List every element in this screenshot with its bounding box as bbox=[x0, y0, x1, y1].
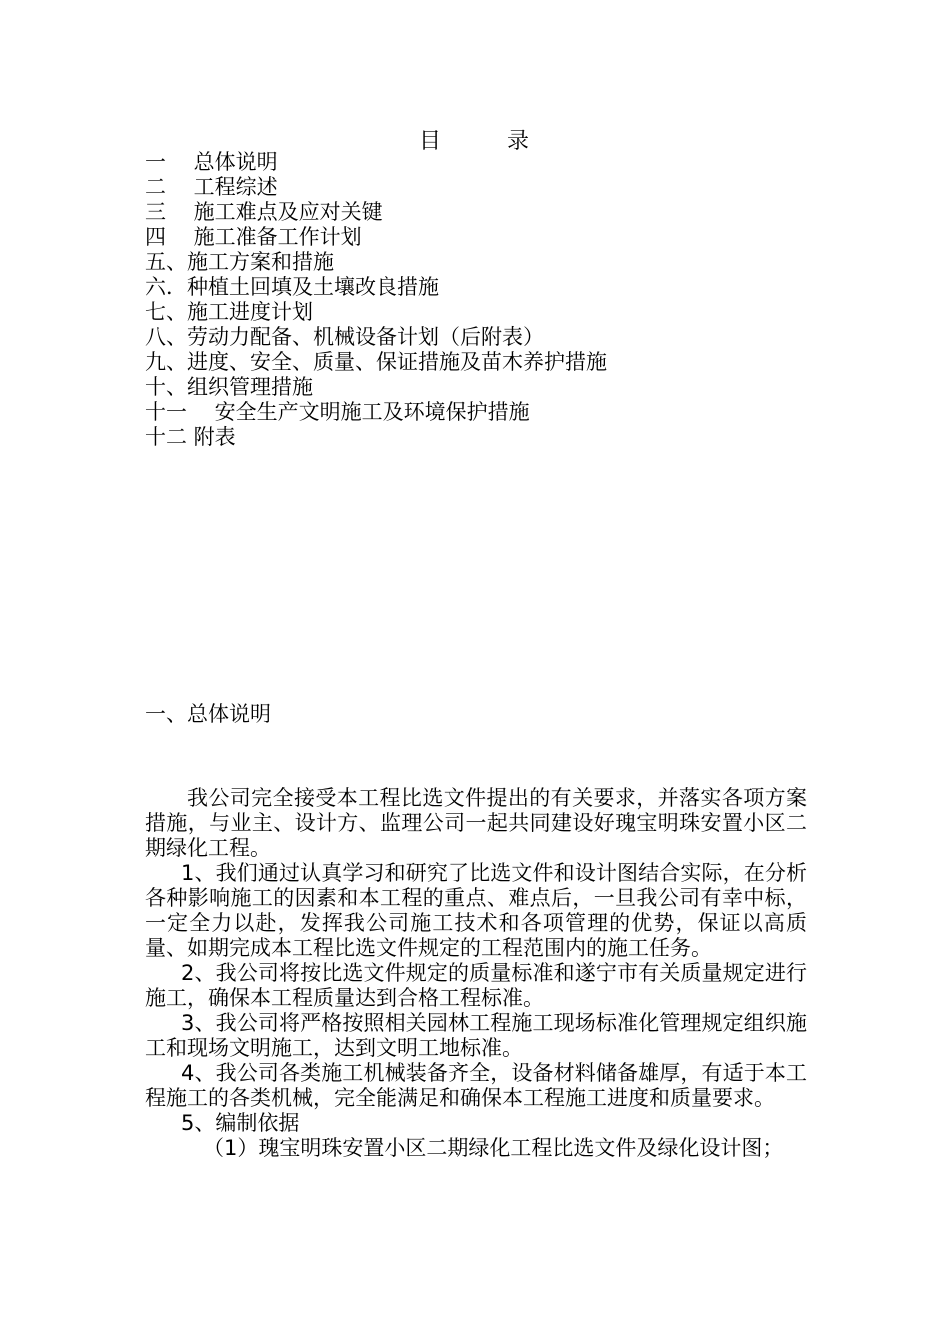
toc-item: 一 总体说明 bbox=[145, 150, 278, 174]
toc-title-right: 录 bbox=[507, 129, 532, 154]
toc-item: 二 工程综述 bbox=[145, 175, 278, 199]
paragraph-5: 5、编制依据 bbox=[181, 1111, 300, 1135]
table-of-contents bbox=[145, 150, 805, 450]
paragraph-2: 2、我公司将按比选文件规定的质量标准和遂宁市有关质量规定进行施工，确保本工程质量达到合格工程标准。 bbox=[145, 961, 807, 1010]
toc-item: 七、施工进度计划 bbox=[145, 300, 313, 324]
toc-item: 六．种植土回填及土壤改良措施 bbox=[145, 275, 439, 299]
paragraph-4: 4、我公司各类施工机械装备齐全，设备材料储备雄厚，有适于本工程施工的各类机械，完全能满足和确保本工程施工进度和质量要求。 bbox=[145, 1061, 807, 1110]
toc-item: 十、组织管理措施 bbox=[145, 375, 313, 399]
toc-item: 四 施工准备工作计划 bbox=[145, 225, 362, 249]
toc-item: 九、进度、安全、质量、保证措施及苗木养护措施 bbox=[145, 350, 607, 374]
toc-title-left: 目 bbox=[418, 129, 443, 154]
toc-item: 三 施工难点及应对关键 bbox=[145, 200, 383, 224]
basis-item-1: （1）瑰宝明珠安置小区二期绿化工程比选文件及绿化设计图； bbox=[203, 1136, 784, 1160]
toc-item: 十二 附表 bbox=[145, 425, 236, 449]
intro-paragraph: 我公司完全接受本工程比选文件提出的有关要求，并落实各项方案措施，与业主、设计方、监理公司一起共同建设好瑰宝明珠安置小区二期绿化工程。 bbox=[145, 786, 807, 860]
toc-item: 五、施工方案和措施 bbox=[145, 250, 334, 274]
toc-item: 十一 安全生产文明施工及环境保护措施 bbox=[145, 400, 530, 424]
toc-item: 八、劳动力配备、机械设备计划（后附表） bbox=[145, 325, 544, 349]
section-body bbox=[145, 786, 807, 1161]
paragraph-1: 1、我们通过认真学习和研究了比选文件和设计图结合实际，在分析各种影响施工的因素和本工程的重点、难点后，一旦我公司有幸中标，一定全力以赴，发挥我公司施工技术和各项管理的优势，保证以高质量、如期完成本工程比选文件规定的工程范围内的施工任务。 bbox=[145, 861, 807, 960]
section-heading: 一、总体说明 bbox=[145, 702, 271, 726]
paragraph-3: 3、我公司将严格按照相关园林工程施工现场标准化管理规定组织施工和现场文明施工，达到文明工地标准。 bbox=[145, 1011, 807, 1060]
